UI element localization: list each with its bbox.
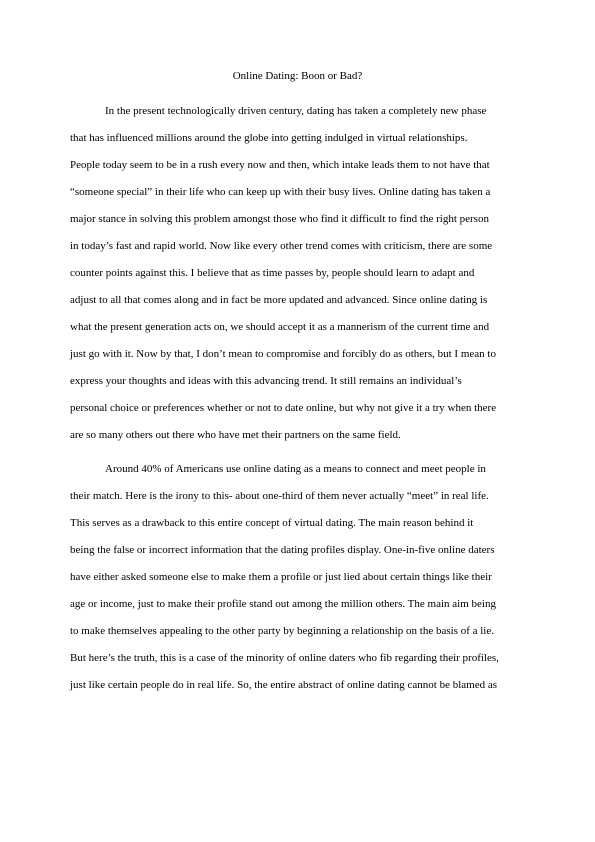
paragraph-line: adjust to all that comes along and in fact be more updated and advanced. Since online dating is: [70, 294, 488, 306]
paragraph-line: their match. Here is the irony to this- about one-third of them never actually “meet” in real life.: [70, 490, 489, 502]
paragraph-line: age or income, just to make their profile stand out among the million others. The main aim being: [70, 598, 496, 610]
paragraph-line: that has influenced millions around the globe into getting indulged in virtual relationships.: [70, 132, 468, 144]
paragraph-line: personal choice or preferences whether or not to date online, but why not give it a try when there: [70, 402, 497, 414]
paragraph-line: This serves as a drawback to this entire concept of virtual dating. The main reason behind it: [70, 517, 474, 529]
paragraph-line: what the present generation acts on, we should accept it as a mannerism of the current time and: [70, 321, 490, 333]
paragraph-line: People today seem to be in a rush every now and then, which intake leads them to not have that: [70, 159, 490, 171]
paragraph-line: being the false or incorrect information that the dating profiles display. One-in-five online daters: [70, 544, 495, 556]
paragraph-line: in today’s fast and rapid world. Now like every other trend comes with criticism, there are some: [70, 240, 493, 252]
paragraph-line: have either asked someone else to make them a profile or just lied about certain things like their: [70, 571, 492, 583]
paragraph-line: Around 40% of Americans use online dating as a means to connect and meet people in: [105, 463, 486, 475]
paragraph-line: just go with it. Now by that, I don’t mean to compromise and forcibly do as others, but I mean to: [70, 348, 496, 360]
paragraph-line: are so many others out there who have met their partners on the same field.: [70, 429, 401, 441]
paragraph-line: “someone special” in their life who can keep up with their busy lives. Online dating has taken a: [70, 186, 491, 198]
paragraph-line: But here’s the truth, this is a case of the minority of online daters who fib regarding their profiles,: [70, 652, 499, 664]
paragraph-line: to make themselves appealing to the other party by beginning a relationship on the basis of a lie.: [70, 625, 494, 637]
paragraph-line: just like certain people do in real life. So, the entire abstract of online dating cannot be blamed as: [70, 679, 498, 691]
paragraph-line: counter points against this. I believe that as time passes by, people should learn to adapt and: [70, 267, 475, 279]
paragraph-line: In the present technologically driven century, dating has taken a completely new phase: [105, 105, 487, 117]
document-title: Online Dating: Boon or Bad?: [232, 70, 363, 82]
paragraph-line: major stance in solving this problem amongst those who find it difficult to find the right person: [70, 213, 489, 225]
paragraph-line: express your thoughts and ideas with this advancing trend. It still remains an individual’s: [70, 375, 462, 387]
